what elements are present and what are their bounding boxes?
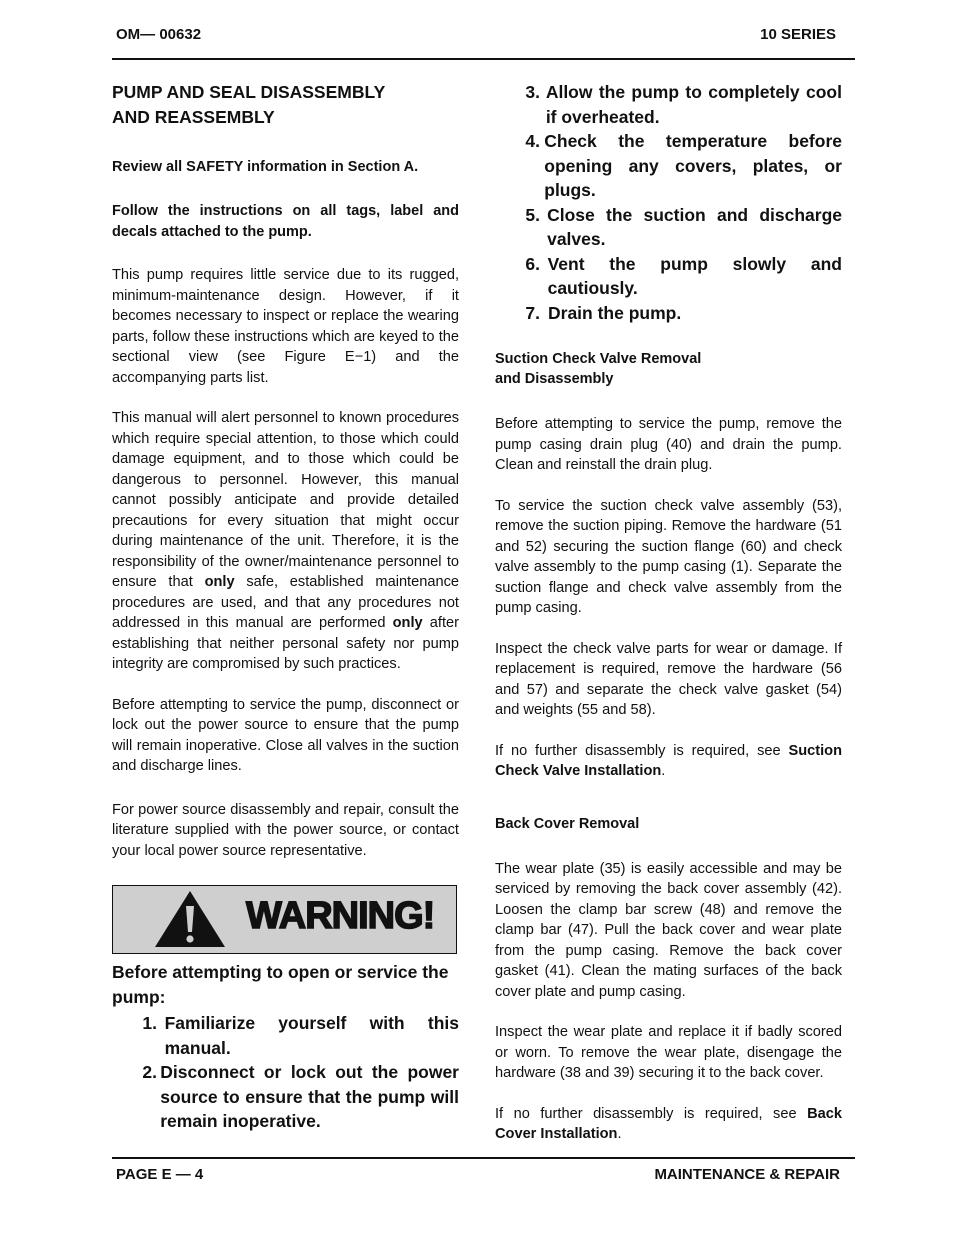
back-cover-installation-link: Back Cover Installation <box>495 1105 842 1142</box>
suction-installation-ref <box>495 741 842 782</box>
suction-check-valve-heading <box>495 349 842 389</box>
subhead-line-2: and Disassembly <box>495 371 614 387</box>
ref-period: . <box>617 1126 622 1142</box>
step-number: 3. <box>525 82 540 102</box>
left-column <box>112 80 459 1134</box>
warning-triangle-icon <box>153 889 227 949</box>
warning-step <box>495 252 842 301</box>
alert-text-2: safe, established maintenance procedures are used, and that any procedures not addressed in this manual are performed <box>112 574 459 631</box>
footer-rule <box>112 1157 855 1159</box>
step-number: 2. <box>142 1062 157 1082</box>
alert-paragraph <box>112 408 459 675</box>
doc-id: OM— 00632 <box>116 26 202 43</box>
warning-banner <box>112 885 457 954</box>
step-number: 4. <box>525 131 540 151</box>
warning-step <box>495 129 842 203</box>
warning-step <box>495 301 842 326</box>
power-source-paragraph: For power source disassembly and repair, consult the literature supplied with the power source, or contact your local power source representative. <box>112 801 459 859</box>
header-rule <box>112 58 855 60</box>
step-text: Vent the pump slowly and cautiously. <box>547 253 842 298</box>
warning-heading: WARNING! <box>246 895 435 937</box>
wear-plate-paragraph: The wear plate (35) is easily accessible and may be serviced by removing the back cover assembly (42). Loosen the clamp bar screw (48) and remove the clamp bar (47). Pull the back cover and wear plate from the pump casing. Remove the back cover gasket (41). Clean the mating surfaces of the back cover plate and pump casing. <box>495 860 842 1000</box>
intro-paragraph: This pump requires little service due to its rugged, minimum-maintenance design. However, if it becomes necessary to inspect or replace the wearing parts, follow these instructions which are keyed to the sectional view (see Figure E−1) and the accompanying parts list. <box>112 267 459 386</box>
only-emphasis-1: only <box>204 574 235 590</box>
step-text: Drain the pump. <box>548 302 682 323</box>
title-line-2: AND REASSEMBLY <box>112 107 275 127</box>
alert-text-3: after establishing that neither personal safety nor pump integrity are compromised by such practices. <box>112 615 459 672</box>
step-text: Disconnect or lock out the power source to ensure that the pump will remain inoperative. <box>160 1062 459 1131</box>
warning-steps-continued <box>495 80 842 325</box>
section-title <box>112 80 459 130</box>
step-text: Familiarize yourself with this manual. <box>164 1013 459 1058</box>
alert-text-1: This manual will alert personnel to known procedures which require special attention, to those which could damage equipment, and to those which could be dangerous to personnel. However, this manual cannot possibly anticipate and provide detailed precautions for every situation that might occur during maintenance of the unit. Therefore, it is the responsibility of the owner/maintenance personnel to ensure that <box>112 410 459 590</box>
warning-lead: Before attempting to open or service the pump: <box>112 962 449 1007</box>
wear-plate-inspect-paragraph: Inspect the wear plate and replace it if badly scored or worn. To remove the wear plate, disengage the hardware (38 and 39) securing it to the back cover. <box>495 1024 842 1081</box>
warning-step <box>495 80 842 129</box>
ref-period: . <box>661 763 666 779</box>
suction-service-paragraph: To service the suction check valve assembly (53), remove the suction piping. Remove the hardware (51 and 52) securing the suction flange (60) and check valve assembly to the pump casing (1). Separate the suction flange and check valve assembly from the pump casing. <box>495 497 842 616</box>
step-number: 5. <box>525 204 540 225</box>
back-cover-installation-ref <box>495 1104 842 1145</box>
step-text: Allow the pump to completely cool if overheated. <box>545 82 842 127</box>
ref-text: If no further disassembly is required, see <box>495 742 789 759</box>
ref-text: If no further disassembly is required, see <box>495 1105 808 1122</box>
step-number: 7. <box>525 302 540 323</box>
warning-steps-list <box>112 1011 459 1134</box>
only-emphasis-2: only <box>392 615 423 631</box>
suction-installation-link: Suction Check Valve Installation <box>495 742 842 779</box>
section-name: MAINTENANCE & REPAIR <box>654 1166 840 1183</box>
step-text: Check the temperature before opening any covers, plates, or plugs. <box>544 131 842 200</box>
series-label: 10 SERIES <box>760 26 836 43</box>
back-cover-heading: Back Cover Removal <box>495 815 640 832</box>
check-valve-inspect-paragraph: Inspect the check valve parts for wear or damage. If replacement is required, remove the hardware (56 and 57) and separate the check valve gasket (54) and weights (55 and 58). <box>495 640 842 718</box>
step-number: 1. <box>142 1013 157 1033</box>
warning-step <box>495 203 842 252</box>
drain-paragraph: Before attempting to service the pump, remove the pump casing drain plug (40) and drain the pump. Clean and reinstall the drain plug. <box>495 416 842 473</box>
step-text: Close the suction and discharge valves. <box>547 204 842 249</box>
power-disconnect-paragraph: Before attempting to service the pump, disconnect or lock out the power source to ensure that the pump will remain inoperative. Close all valves in the suction and discharge lines. <box>112 696 459 774</box>
subhead-line-1: Suction Check Valve Removal <box>495 351 702 367</box>
right-column <box>495 80 842 1145</box>
step-number: 6. <box>525 253 540 274</box>
page-number: PAGE E — 4 <box>116 1166 204 1183</box>
title-line-1: PUMP AND SEAL DISASSEMBLY <box>112 82 386 102</box>
follow-instructions-note: Follow the instructions on all tags, label and decals attached to the pump. <box>112 203 459 240</box>
review-safety-note: Review all SAFETY information in Section A. <box>112 159 419 175</box>
warning-step <box>112 1060 459 1134</box>
warning-step <box>112 1011 459 1060</box>
